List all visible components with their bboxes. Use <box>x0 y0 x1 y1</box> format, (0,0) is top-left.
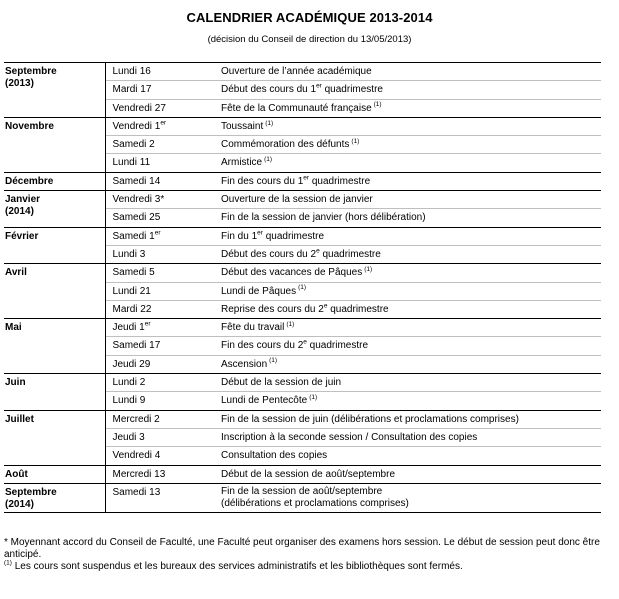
day-cell <box>105 99 213 117</box>
event-ordinal: er <box>257 229 263 237</box>
calendar-row <box>4 465 601 483</box>
event-cell <box>213 63 601 81</box>
day-cell <box>105 117 213 135</box>
footnote-one <box>4 561 604 573</box>
day-cell <box>105 428 213 446</box>
event-text-suffix: quadrimestre <box>327 303 389 315</box>
event-cell <box>213 319 601 337</box>
event-text: Fin de la session de janvier (hors délibération) <box>221 212 426 224</box>
calendar-row <box>4 227 601 245</box>
day-cell <box>105 483 213 512</box>
calendar-row <box>4 319 601 337</box>
month-cell <box>4 117 105 172</box>
day-text: Lundi 3 <box>112 248 146 260</box>
day-cell <box>105 63 213 81</box>
month-cell <box>4 374 105 411</box>
day-text: Lundi 2 <box>112 377 146 389</box>
event-text: Fin des cours du 1 <box>221 175 304 187</box>
month-cell <box>4 483 105 512</box>
event-ordinal: er <box>316 82 322 90</box>
event-cell <box>213 447 601 465</box>
calendar-table <box>4 62 601 513</box>
day-text: Lundi 16 <box>112 66 151 77</box>
month-name: Juillet <box>5 413 34 425</box>
day-cell <box>105 264 213 282</box>
day-text: Samedi 5 <box>112 267 155 279</box>
holiday-mark: (1) <box>298 284 307 292</box>
day-cell <box>105 337 213 355</box>
event-text: Toussaint <box>221 120 264 132</box>
day-text: Jeudi 3 <box>112 431 145 443</box>
event-cell <box>213 410 601 428</box>
month-name: Décembre <box>5 175 54 187</box>
event-cell <box>213 355 601 373</box>
day-cell <box>105 319 213 337</box>
month-cell <box>4 191 105 228</box>
month-name: Mai <box>5 322 22 334</box>
day-text: Mercredi 2 <box>112 413 160 425</box>
day-text: Samedi 25 <box>112 212 161 224</box>
event-ordinal: e <box>323 302 328 310</box>
event-text: Fin de la session de juin (délibérations et proclamations comprises) <box>221 413 519 425</box>
holiday-mark: (1) <box>351 137 360 145</box>
event-text: Début de la session de juin <box>221 377 342 389</box>
holiday-mark: (1) <box>269 357 278 365</box>
footnotes <box>4 537 604 573</box>
day-ordinal: er <box>160 119 167 127</box>
event-cell <box>213 172 601 190</box>
day-cell <box>105 465 213 483</box>
calendar-row <box>4 483 601 512</box>
day-ordinal: er <box>144 320 151 328</box>
day-text: Jeudi 1 <box>112 322 145 334</box>
month-cell <box>4 264 105 319</box>
footnote-star: * Moyennant accord du Conseil de Faculté, une Faculté peut organiser des examens hors session. Le début de session peut donc être anticipé. <box>4 537 600 560</box>
holiday-mark: (1) <box>286 320 295 328</box>
event-text: Ascension <box>221 358 268 370</box>
event-cell <box>213 392 601 410</box>
day-text: Samedi 17 <box>112 340 161 352</box>
day-cell <box>105 136 213 154</box>
month-cell <box>4 172 105 190</box>
day-cell <box>105 209 213 227</box>
month-year: (2014) <box>5 498 34 510</box>
event-cell <box>213 81 601 99</box>
day-text: Vendredi 4 <box>112 450 161 462</box>
month-name: Avril <box>5 267 27 279</box>
day-cell <box>105 392 213 410</box>
day-text: Vendredi 3* <box>112 194 165 206</box>
event-text: Fête de la Communauté française <box>221 102 372 114</box>
event-text-suffix: quadrimestre <box>321 84 383 96</box>
day-text: Mardi 17 <box>112 84 152 96</box>
event-text-line2: (délibérations et proclamations comprises) <box>221 497 409 509</box>
calendar-row <box>4 117 601 135</box>
event-text: Début des cours du 2 <box>221 248 317 260</box>
event-text: Inscription à la seconde session / Consultation des copies <box>221 431 478 443</box>
day-cell <box>105 154 213 172</box>
event-cell <box>213 374 601 392</box>
month-year: (2014) <box>5 206 34 218</box>
event-text-suffix: quadrimestre <box>319 248 381 260</box>
day-cell <box>105 282 213 300</box>
month-cell <box>4 319 105 374</box>
month-name: Janvier <box>5 194 41 206</box>
event-cell <box>213 264 601 282</box>
event-cell <box>213 465 601 483</box>
day-text: Samedi 14 <box>112 175 161 187</box>
event-text: Consultation des copies <box>221 450 328 462</box>
event-text-suffix: quadrimestre <box>309 175 371 187</box>
event-text: Ouverture de la session de janvier <box>221 194 373 206</box>
event-cell <box>213 99 601 117</box>
month-year: (2013) <box>5 78 34 89</box>
event-text: Armistice <box>221 157 263 169</box>
month-name: Août <box>5 468 28 480</box>
month-cell <box>4 63 105 118</box>
month-name: Février <box>5 230 39 242</box>
day-cell <box>105 447 213 465</box>
event-cell <box>213 117 601 135</box>
calendar-row <box>4 172 601 190</box>
day-text: Vendredi 1 <box>112 120 161 132</box>
calendar-body <box>4 63 601 513</box>
event-text: Fin de la session de août/septembre <box>221 485 383 497</box>
event-cell <box>213 300 601 318</box>
day-text: Samedi 1 <box>112 230 155 242</box>
event-text: Début des vacances de Pâques <box>221 267 363 279</box>
event-text: Lundi de Pentecôte <box>221 395 308 407</box>
day-text: Lundi 11 <box>112 157 151 169</box>
day-cell <box>105 227 213 245</box>
event-cell <box>213 282 601 300</box>
month-name: Juin <box>5 377 26 389</box>
event-cell <box>213 337 601 355</box>
page-subtitle: (décision du Conseil de direction du 13/05/2013) <box>207 34 412 45</box>
month-name: Septembre <box>5 66 57 77</box>
holiday-mark: (1) <box>265 119 274 127</box>
event-cell <box>213 209 601 227</box>
day-text: Mardi 22 <box>112 303 152 315</box>
day-ordinal: er <box>154 229 161 237</box>
event-ordinal: e <box>303 339 307 347</box>
holiday-mark: (1) <box>264 156 273 164</box>
day-text: Samedi 13 <box>112 486 161 498</box>
day-text: Mercredi 13 <box>112 468 166 480</box>
event-text: Lundi de Pâques <box>221 285 297 297</box>
event-cell <box>213 154 601 172</box>
event-cell <box>213 483 601 512</box>
day-cell <box>105 410 213 428</box>
day-cell <box>105 81 213 99</box>
event-cell <box>213 191 601 209</box>
calendar-row <box>4 410 601 428</box>
event-cell <box>213 428 601 446</box>
day-cell <box>105 191 213 209</box>
event-text: Début des cours du 1 <box>221 84 317 96</box>
footnote-one-text: Les cours sont suspendus et les bureaux des services administratifs et les bibliothèques sont fermés. <box>11 561 463 572</box>
month-cell <box>4 465 105 483</box>
month-name: Septembre <box>5 486 57 498</box>
calendar-row <box>4 264 601 282</box>
day-text: Vendredi 27 <box>112 102 166 114</box>
event-text: Commémoration des défunts <box>221 139 350 151</box>
month-cell <box>4 410 105 465</box>
event-cell <box>213 227 601 245</box>
event-ordinal: e <box>316 247 320 255</box>
holiday-mark: (1) <box>364 265 373 273</box>
event-text: Reprise des cours du 2 <box>221 303 324 315</box>
calendar-row <box>4 191 601 209</box>
event-text: Fête du travail <box>221 322 285 334</box>
page-title: CALENDRIER ACADÉMIQUE 2013-2014 <box>186 10 433 25</box>
day-cell <box>105 374 213 392</box>
calendar-row <box>4 63 601 81</box>
day-cell <box>105 245 213 263</box>
holiday-mark: (1) <box>309 394 318 402</box>
holiday-mark: (1) <box>373 101 382 109</box>
day-text: Jeudi 29 <box>112 358 151 370</box>
month-name: Novembre <box>5 120 54 132</box>
day-text: Lundi 9 <box>112 395 146 407</box>
day-cell <box>105 172 213 190</box>
day-cell <box>105 300 213 318</box>
month-cell <box>4 227 105 264</box>
event-text-suffix: quadrimestre <box>262 230 325 242</box>
event-text: Fin des cours du 2 <box>221 340 304 352</box>
event-text-suffix: quadrimestre <box>306 340 369 352</box>
footnote-one-mark: (1) <box>4 559 12 567</box>
day-text: Samedi 2 <box>112 139 155 151</box>
calendar-row <box>4 374 601 392</box>
event-ordinal: er <box>303 174 310 182</box>
event-text: Début de la session de août/septembre <box>221 468 395 480</box>
event-cell <box>213 136 601 154</box>
day-text: Lundi 21 <box>112 285 151 297</box>
event-cell <box>213 245 601 263</box>
event-text: Ouverture de l’année académique <box>221 66 372 77</box>
event-text: Fin du 1 <box>221 230 258 242</box>
day-cell <box>105 355 213 373</box>
